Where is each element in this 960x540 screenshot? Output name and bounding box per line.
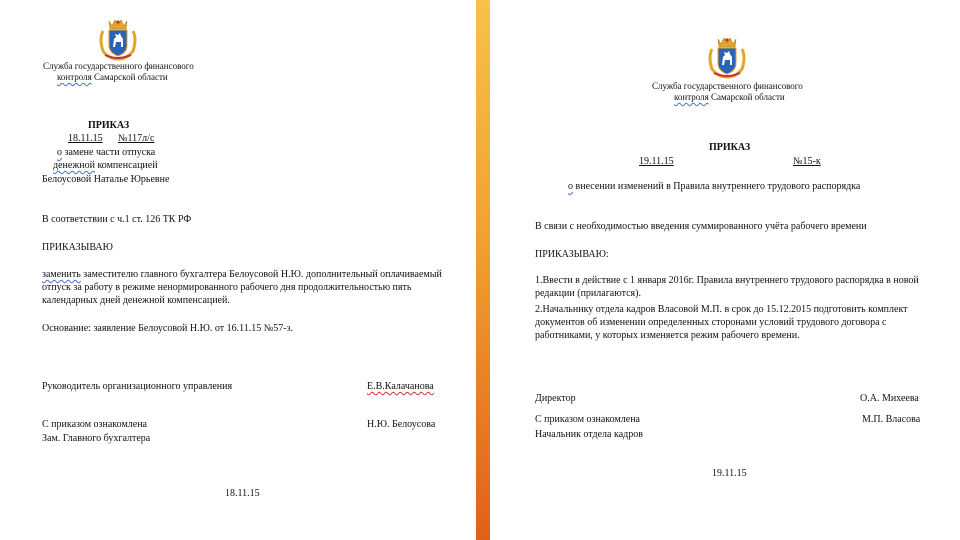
basis-statement: Основание: заявление Белоусовой Н.Ю. от 16.11.15 №57-з.	[42, 323, 294, 334]
order-date: 19.11.15	[639, 156, 674, 167]
footer-date: 19.11.15	[712, 468, 747, 479]
order-word: ПРИКАЗЫВАЮ:	[535, 249, 609, 260]
samara-coat-of-arms-icon	[97, 17, 139, 61]
order-title: ПРИКАЗ	[709, 142, 751, 153]
order-item-1: 1.Ввести в действие с 1 января 2016г. Правила внутреннего трудового распорядка в новой редакции (прилагаются).	[535, 275, 919, 299]
head-title: Руководитель организационного управления	[42, 381, 233, 392]
org-name-line1: Служба государственного финансового	[43, 61, 194, 71]
org-name-line1: Служба государственного финансового	[652, 81, 803, 91]
subject-line2: денежной компенсацией	[53, 160, 158, 171]
order-date: 18.11.15	[68, 133, 103, 144]
ack-position: Начальник отдела кадров	[535, 429, 643, 440]
order-body: заменить заместителю главного бухгалтера Белоусовой Н.Ю. дополнительный оплачиваемый отпуск за работу в режиме ненормированного рабочего дня продолжительностью пять календарных дней денежной компенсацией.	[42, 269, 442, 306]
order-title: ПРИКАЗ	[88, 120, 130, 131]
reason: В связи с необходимостью введения суммированного учёта рабочего времени	[535, 221, 867, 232]
legal-basis: В соответствии с ч.1 ст. 126 ТК РФ	[42, 214, 192, 225]
ack-label: С приказом ознакомлена	[535, 414, 640, 425]
order-number: №15-к	[793, 156, 821, 167]
order-word: ПРИКАЗЫВАЮ	[42, 242, 113, 253]
footer-date: 18.11.15	[225, 488, 260, 499]
left-document	[0, 0, 476, 540]
samara-coat-of-arms-icon	[706, 35, 748, 79]
director-name: О.А. Михеева	[860, 393, 919, 404]
subject-line1: о замене части отпуска	[57, 147, 156, 158]
ack-position: Зам. Главного бухгалтера	[42, 433, 151, 444]
ack-label: С приказом ознакомлена	[42, 419, 147, 430]
head-name: Е.В.Калачанова	[367, 381, 434, 392]
ack-name: Н.Ю. Белоусова	[367, 419, 436, 430]
ack-name: М.П. Власова	[862, 414, 921, 425]
right-document	[490, 0, 960, 540]
director-title: Директор	[535, 393, 576, 404]
subject-line3: Белоусовой Наталье Юрьевне	[42, 174, 170, 185]
order-number: №117л/с	[118, 133, 155, 144]
org-name-line2: контроля Самарской области	[674, 92, 785, 102]
org-name-line2: контроля Самарской области	[57, 72, 168, 82]
subject-line: о внесении изменений в Правила внутреннего трудового распорядка	[568, 181, 861, 192]
order-item-2: 2.Начальнику отдела кадров Власовой М.П. в срок до 15.12.2015 подготовить комплект документов об изменении определенных сторонами условий трудового договора с работниками, у которых изменяется режим рабочего времени.	[535, 304, 908, 341]
page-divider	[476, 0, 490, 540]
